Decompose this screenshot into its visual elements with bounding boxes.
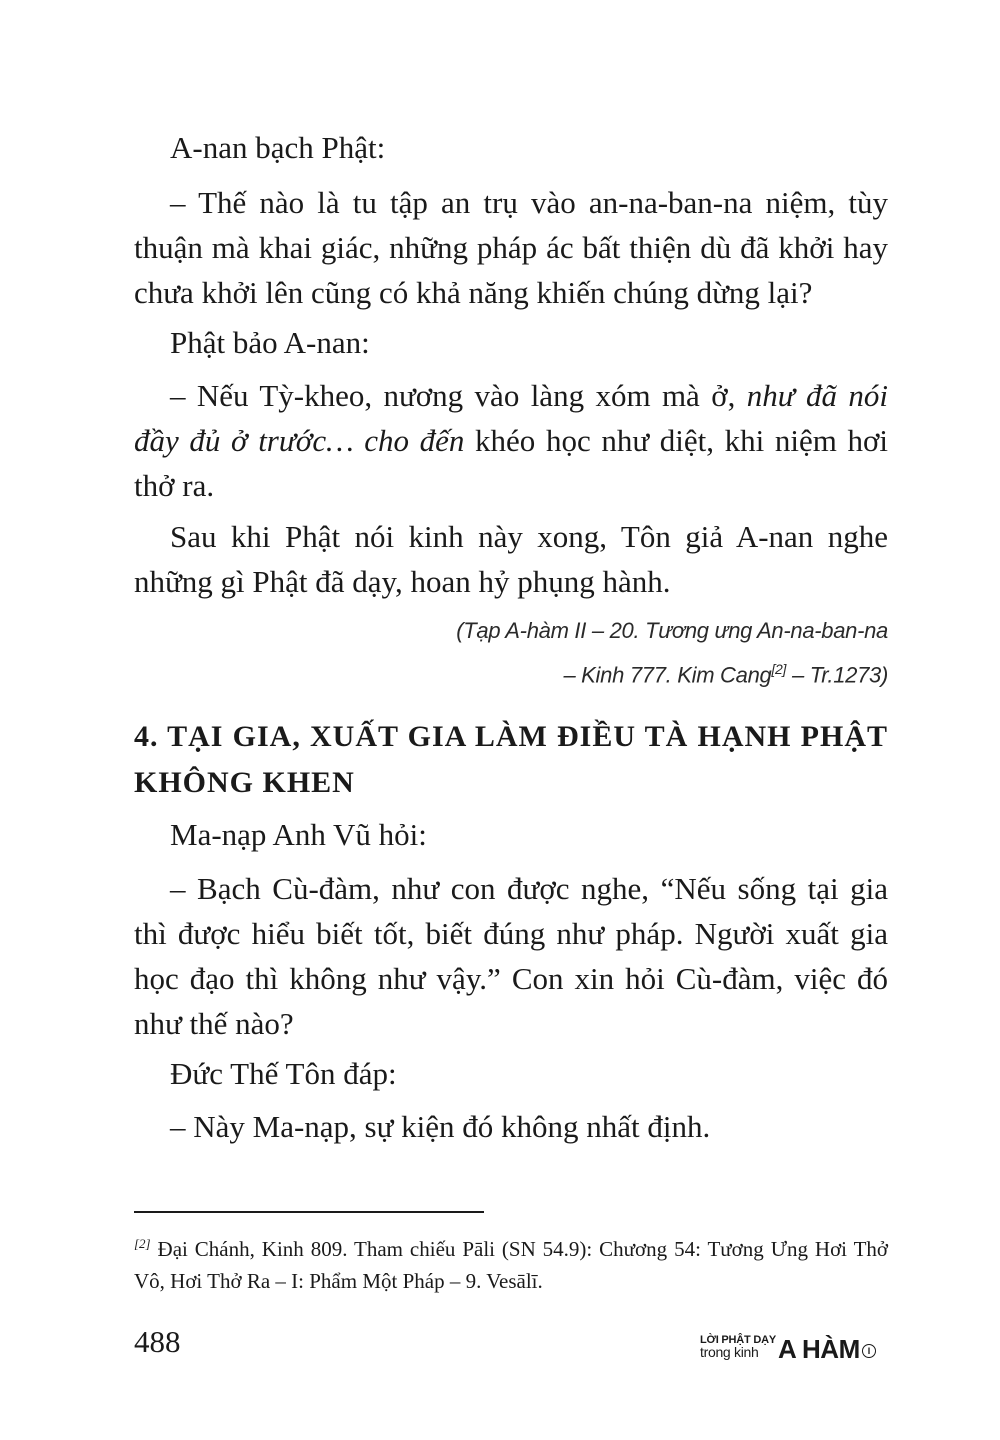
citation-footnote-ref: [2] <box>771 661 787 677</box>
page-number: 488 <box>134 1324 181 1359</box>
paragraph-closing: Sau khi Phật nói kinh này xong, Tôn giả A-nan nghe những gì Phật đã dạy, hoan hỷ phụng hành. <box>134 519 888 599</box>
paragraph-buddha-answer-intro: Đức Thế Tôn đáp: <box>170 1056 397 1091</box>
paragraph-buddha-reply-intro: Phật bảo A-nan: <box>170 325 370 360</box>
logo-volume-badge: I <box>862 1344 876 1358</box>
logo-title: A HÀM <box>778 1334 860 1364</box>
footnote-divider <box>134 1211 484 1213</box>
paragraph-anan-question: – Thế nào là tu tập an trụ vào an-na-ban-na niệm, tùy thuận mà khai giác, những pháp ác bất thiện dù đã khởi hay chưa khởi lên cũng có khả năng khiến chúng dừng lại? <box>134 185 888 310</box>
logo-line-2: trong kinh <box>700 1344 759 1360</box>
section-heading: 4. TẠI GIA, XUẤT GIA LÀM ĐIỀU TÀ HẠNH PHẬT KHÔNG KHEN <box>134 720 888 799</box>
reply-text-start: – Nếu Tỳ-kheo, nương vào làng xóm mà ở, <box>170 378 747 413</box>
paragraph-manap-ask: Ma-nạp Anh Vũ hỏi: <box>170 817 427 852</box>
paragraph-buddha-answer: – Này Ma-nạp, sự kiện đó không nhất định. <box>170 1109 711 1144</box>
book-series-logo <box>698 1332 888 1368</box>
citation-line-2: – Kinh 777. Kim Cang[2] – Tr.1273) <box>563 661 888 688</box>
reply-text-end: khéo học như diệt, khi niệm hơi thở ra. <box>134 423 888 503</box>
reply-text-italic: như đã nói đầy đủ ở trước… cho đến <box>134 378 888 458</box>
logo-line-1: LỜI PHẬT DẠY <box>700 1334 777 1346</box>
footnote-text: Đại Chánh, Kinh 809. Tham chiếu Pāli (SN 54.9): Chương 54: Tương Ưng Hơi Thở Vô, Hơi Thở Ra – I: Phẩm Một Pháp – 9. Vesālī. <box>134 1237 888 1293</box>
paragraph-buddha-reply <box>134 373 888 508</box>
paragraph-manap-question: – Bạch Cù-đàm, như con được nghe, “Nếu sống tại gia thì được hiểu biết tốt, biết đúng như pháp. Người xuất gia học đạo thì không như vậy.” Con xin hỏi Cù-đàm, việc đó như thế nào? <box>134 871 888 1041</box>
paragraph-anan-ask: A-nan bạch Phật: <box>170 130 386 165</box>
footnote <box>134 1228 888 1297</box>
citation-line-1: (Tạp A-hàm II – 20. Tương ưng An-na-ban-na <box>456 618 888 643</box>
source-citation <box>288 612 888 694</box>
footnote-ref: [2] <box>134 1236 151 1251</box>
